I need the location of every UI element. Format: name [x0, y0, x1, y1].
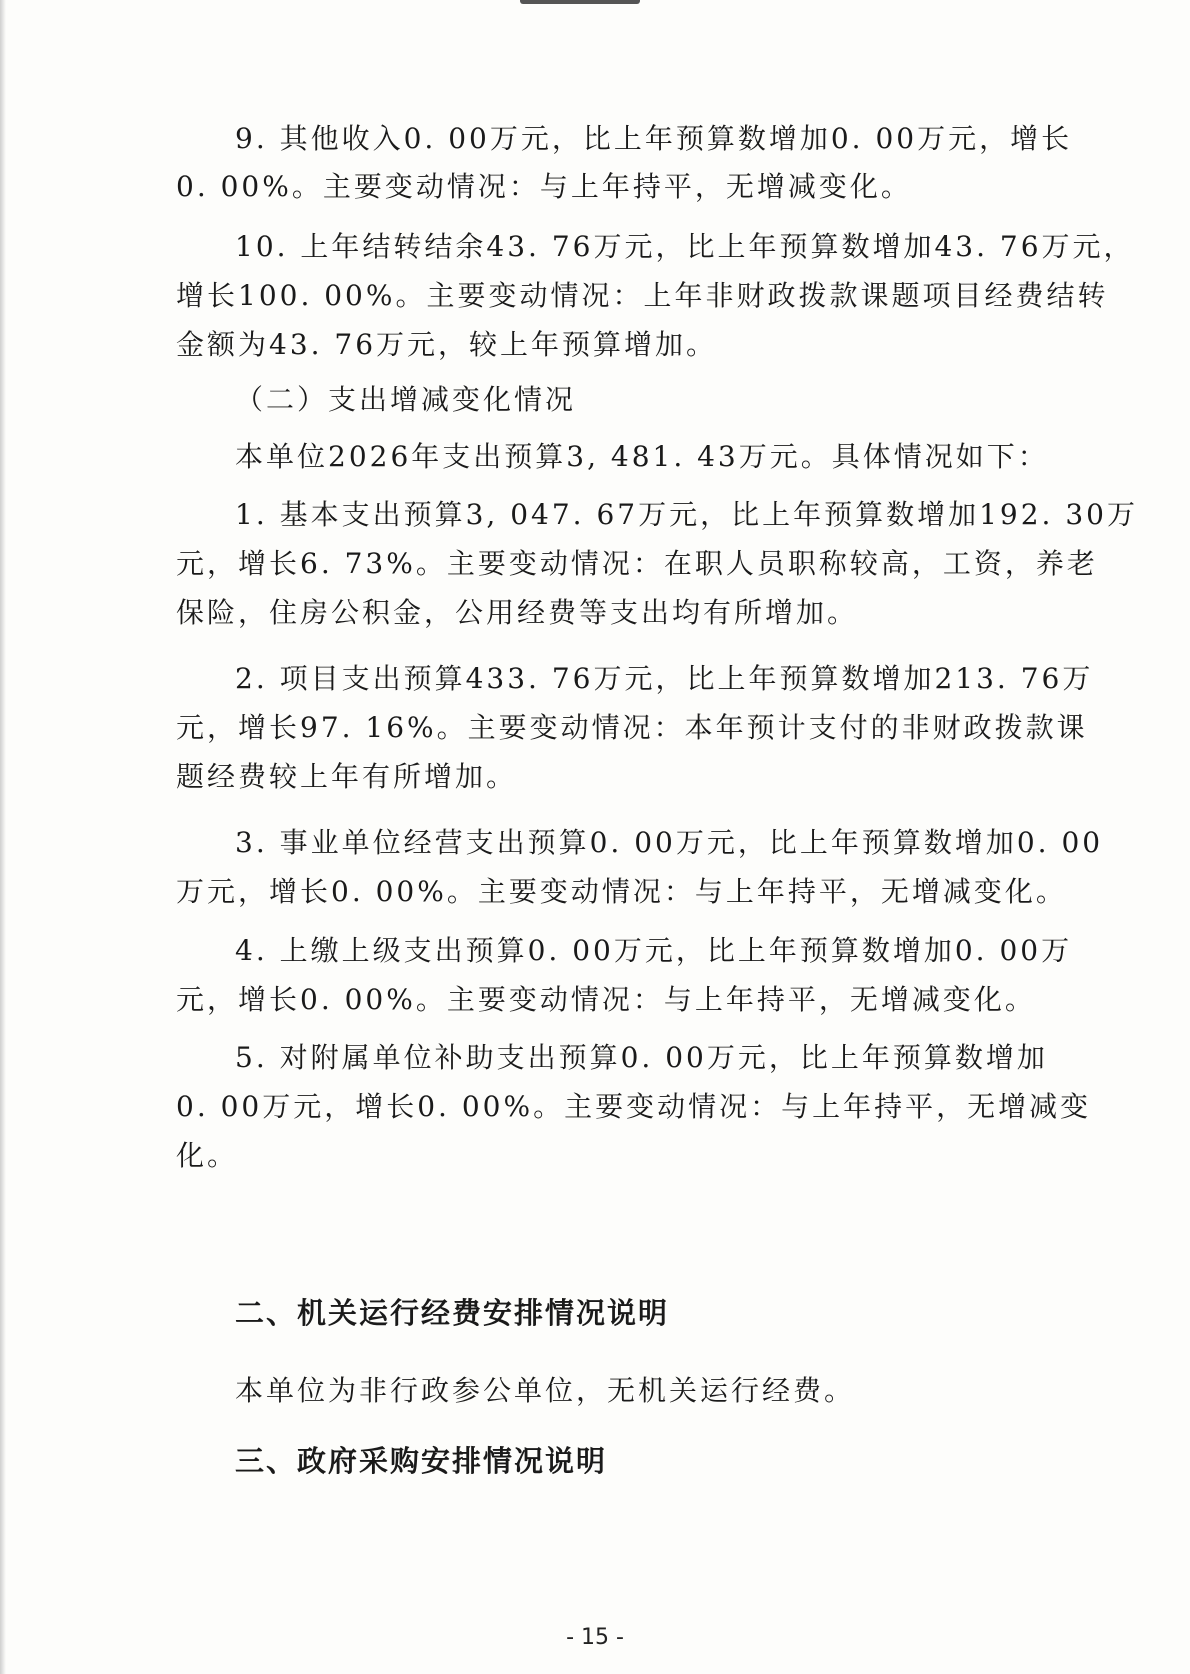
text-line-project-expenditure: 2. 项目支出预算433. 76万元，比上年预算数增加213. 76万	[235, 662, 1094, 695]
text-line-basic-expenditure: 1. 基本支出预算3, 047. 67万元，比上年预算数增加192. 30万	[235, 498, 1138, 531]
text-line-operation-expenditure: 3. 事业单位经营支出预算0. 00万元，比上年预算数增加0. 00	[235, 826, 1104, 859]
text-line-carryover: 10. 上年结转结余43. 76万元，比上年预算数增加43. 76万元，	[235, 230, 1135, 263]
section-heading-operating-funds: 二、机关运行经费安排情况说明	[235, 1296, 670, 1330]
text-line-project-expenditure-cont-1: 元，增长97. 16%。主要变动情况：本年预计支付的非财政拨款课	[176, 711, 1088, 744]
text-line-affiliated-subsidy-cont-2: 化。	[176, 1139, 239, 1172]
text-line-operation-expenditure-cont: 万元，增长0. 00%。主要变动情况：与上年持平，无增减变化。	[176, 875, 1067, 908]
text-line-higher-level-payment: 4. 上缴上级支出预算0. 00万元，比上年预算数增加0. 00万	[235, 934, 1073, 967]
page-number: - 15 -	[566, 1625, 624, 1650]
text-line-operating-funds-body: 本单位为非行政参公单位，无机关运行经费。	[235, 1374, 856, 1407]
section-heading-procurement: 三、政府采购安排情况说明	[235, 1444, 608, 1478]
scan-clip-mark	[520, 0, 640, 4]
text-line-carryover-cont-1: 增长100. 00%。主要变动情况：上年非财政拨款课题项目经费结转	[176, 279, 1109, 312]
text-line-carryover-cont-2: 金额为43. 76万元，较上年预算增加。	[176, 328, 718, 361]
text-line-basic-expenditure-cont-2: 保险，住房公积金，公用经费等支出均有所增加。	[176, 596, 859, 629]
text-line-other-income: 9. 其他收入0. 00万元，比上年预算数增加0. 00万元，增长	[235, 122, 1073, 155]
text-line-basic-expenditure-cont-1: 元，增长6. 73%。主要变动情况：在职人员职称较高，工资，养老	[176, 547, 1098, 580]
text-line-affiliated-subsidy-cont-1: 0. 00万元，增长0. 00%。主要变动情况：与上年持平，无增减变	[176, 1090, 1092, 1123]
text-line-higher-level-payment-cont: 元，增长0. 00%。主要变动情况：与上年持平，无增减变化。	[176, 983, 1036, 1016]
scan-edge	[0, 0, 6, 1674]
text-line-project-expenditure-cont-2: 题经费较上年有所增加。	[176, 760, 518, 793]
subsection-title-expenditure: （二）支出增减变化情况	[235, 383, 577, 416]
text-line-affiliated-subsidy: 5. 对附属单位补助支出预算0. 00万元，比上年预算数增加	[235, 1041, 1048, 1074]
text-line-other-income-cont: 0. 00%。主要变动情况：与上年持平，无增减变化。	[176, 170, 912, 203]
text-line-total-expenditure: 本单位2026年支出预算3, 481. 43万元。具体情况如下：	[235, 440, 1049, 473]
